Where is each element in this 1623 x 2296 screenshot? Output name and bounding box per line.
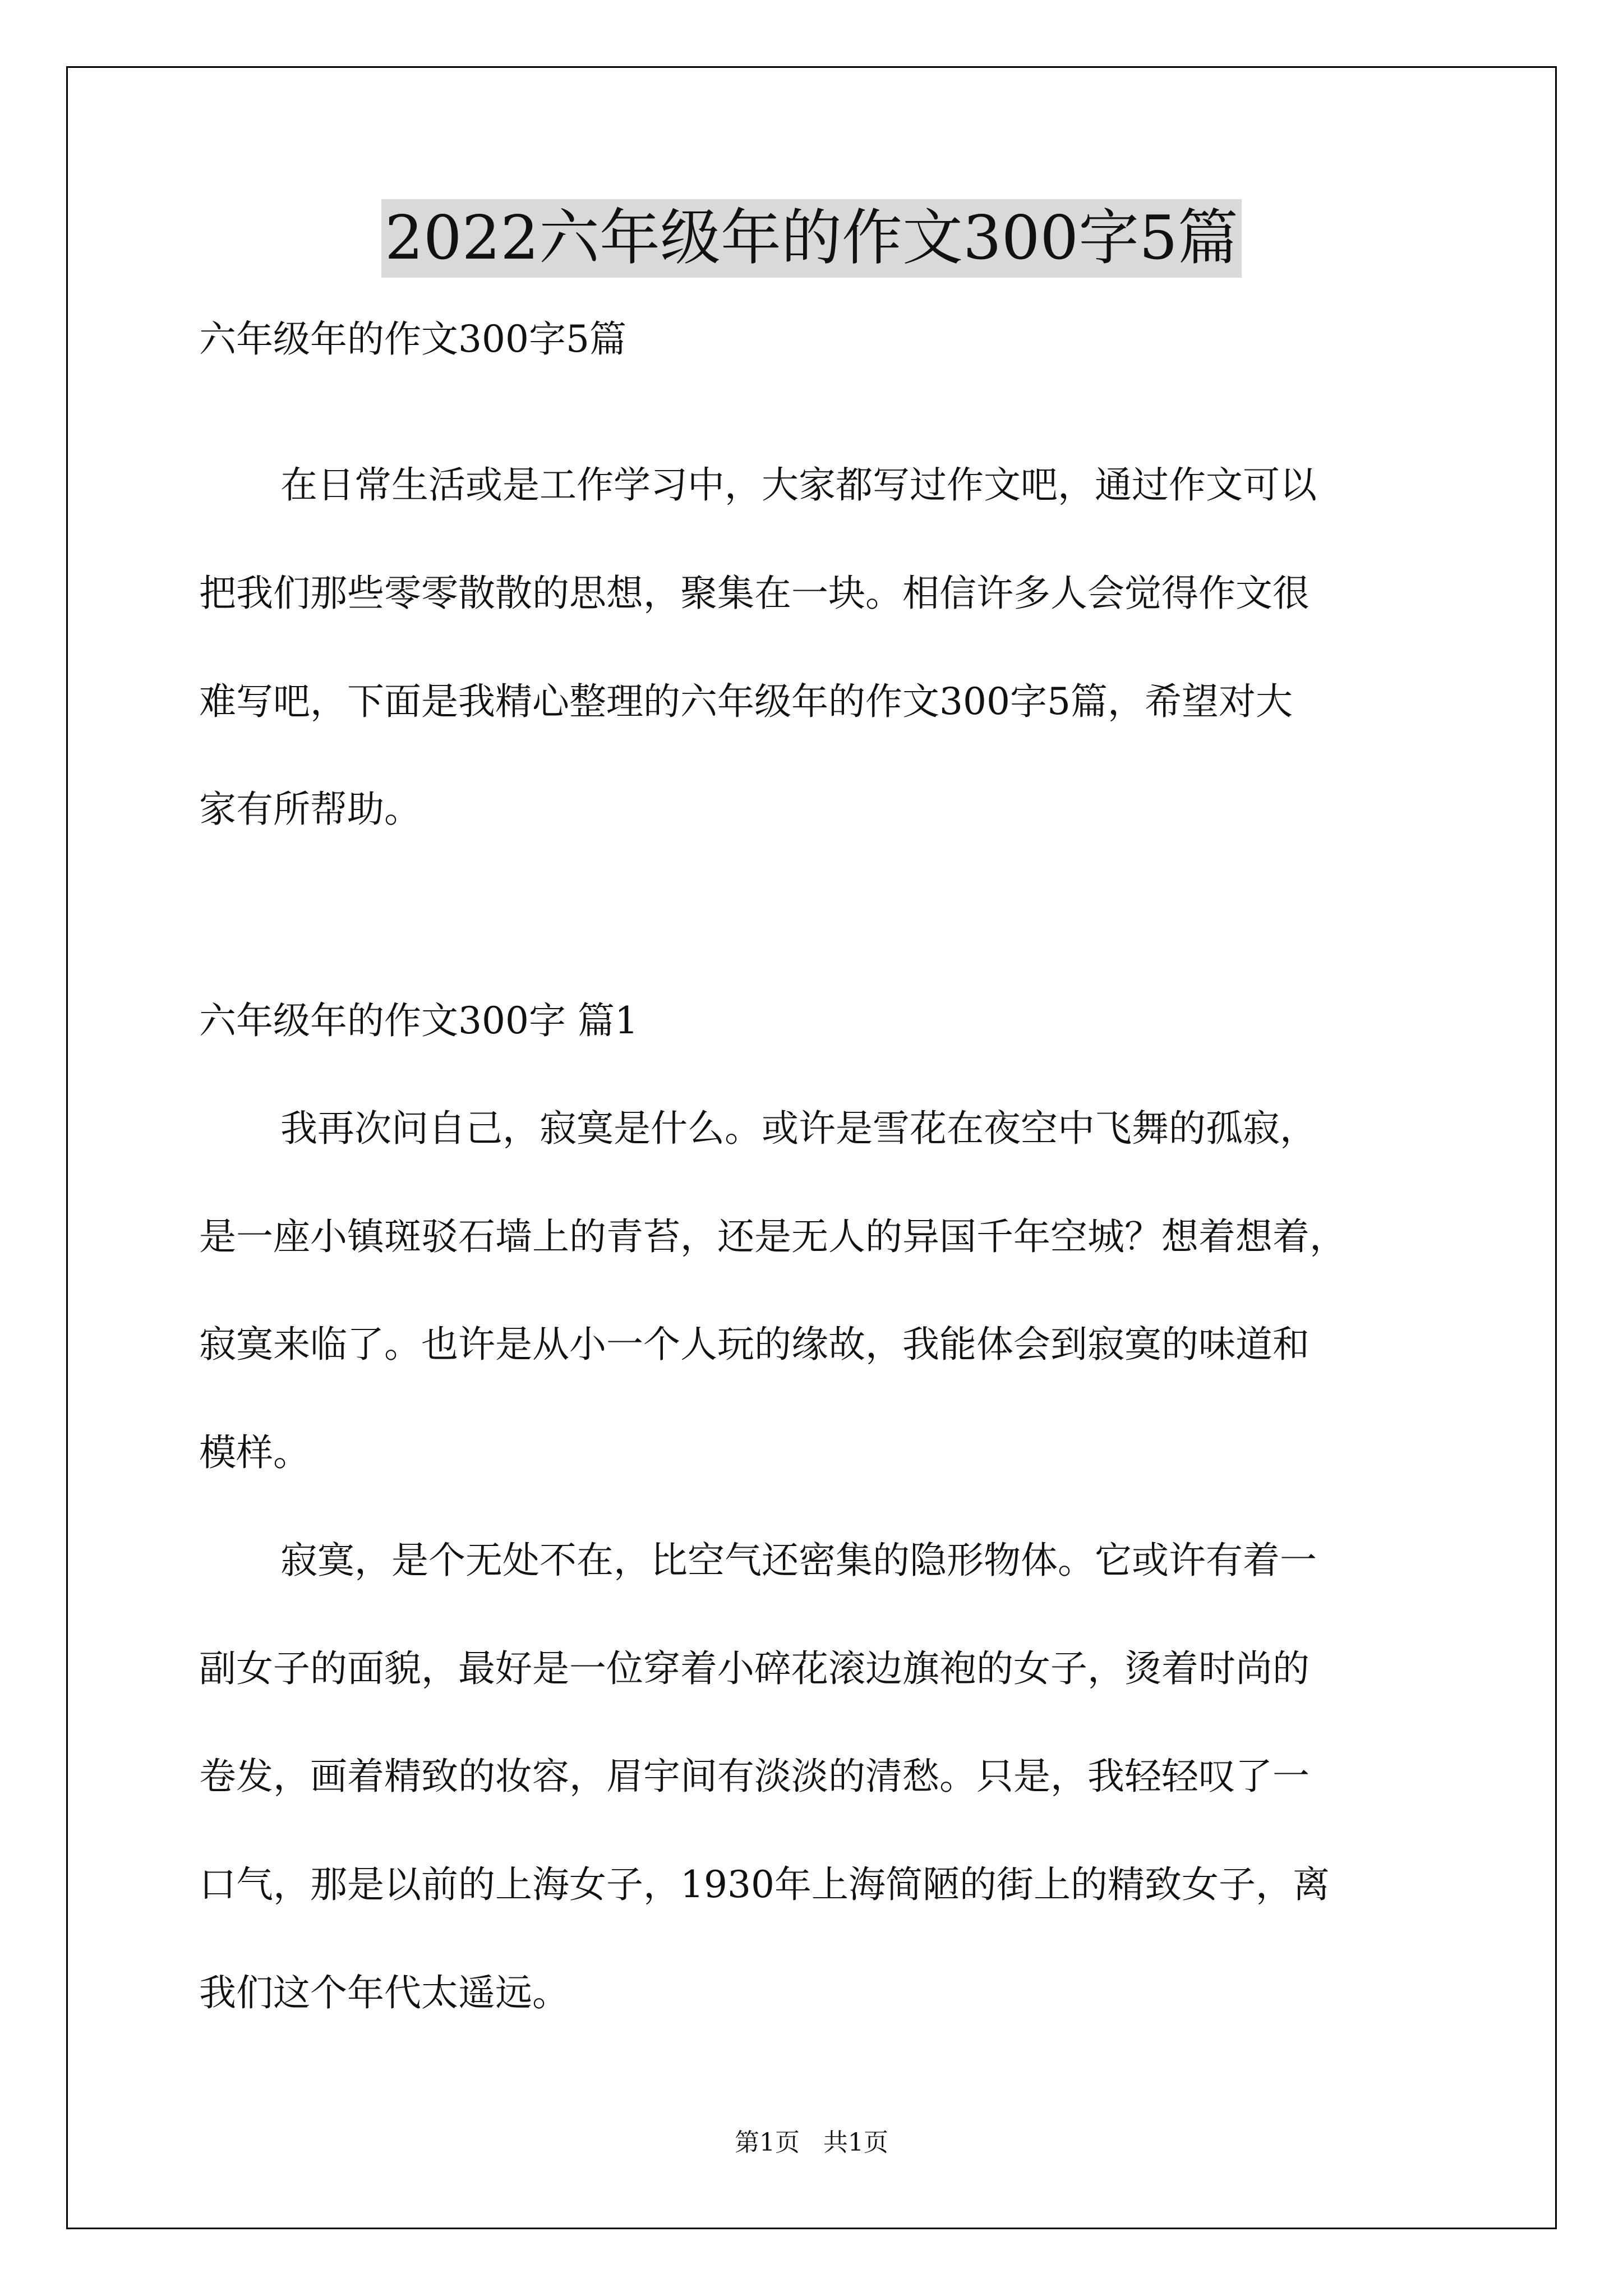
para2-line-4: 口气，那是以前的上海女子，1930年上海简陋的街上的精致女子，离 [199,1863,1330,1906]
title-container [0,199,1623,278]
document-subtitle: 六年级年的作文300字5篇 [199,318,626,361]
intro-line-1: 在日常生活或是工作学习中，大家都写过作文吧，通过作文可以 [280,463,1317,507]
para1-line-3: 寂寞来临了。也许是从小一个人玩的缘故，我能体会到寂寞的味道和 [199,1323,1310,1366]
para1-line-1: 我再次问自己，寂寞是什么。或许是雪花在夜空中飞舞的孤寂， [280,1107,1317,1150]
intro-line-2: 把我们那些零零散散的思想，聚集在一块。相信许多人会觉得作文很 [199,572,1310,615]
intro-line-4: 家有所帮助。 [199,788,421,831]
para2-line-1: 寂寞，是个无处不在，比空气还密集的隐形物体。它或许有着一 [280,1539,1317,1582]
page-number: 第1页 [735,2128,800,2157]
para1-line-2: 是一座小镇斑驳石墙上的青苔，还是无人的异国千年空城？想着想着， [199,1215,1347,1258]
page-total: 共1页 [823,2128,888,2157]
intro-line-3: 难写吧，下面是我精心整理的六年级年的作文300字5篇，希望对大 [199,680,1293,723]
para1-line-4: 模样。 [199,1431,310,1474]
document-title: 2022六年级年的作文300字5篇 [381,199,1242,278]
para2-line-3: 卷发，画着精致的妆容，眉宇间有淡淡的清愁。只是，我轻轻叹了一 [199,1755,1310,1798]
section-heading: 六年级年的作文300字 篇1 [199,999,638,1042]
para2-line-5: 我们这个年代太遥远。 [199,1971,569,2014]
para2-line-2: 副女子的面貌，最好是一位穿着小碎花滚边旗袍的女子，烫着时尚的 [199,1647,1310,1690]
page-footer [0,2126,1623,2160]
